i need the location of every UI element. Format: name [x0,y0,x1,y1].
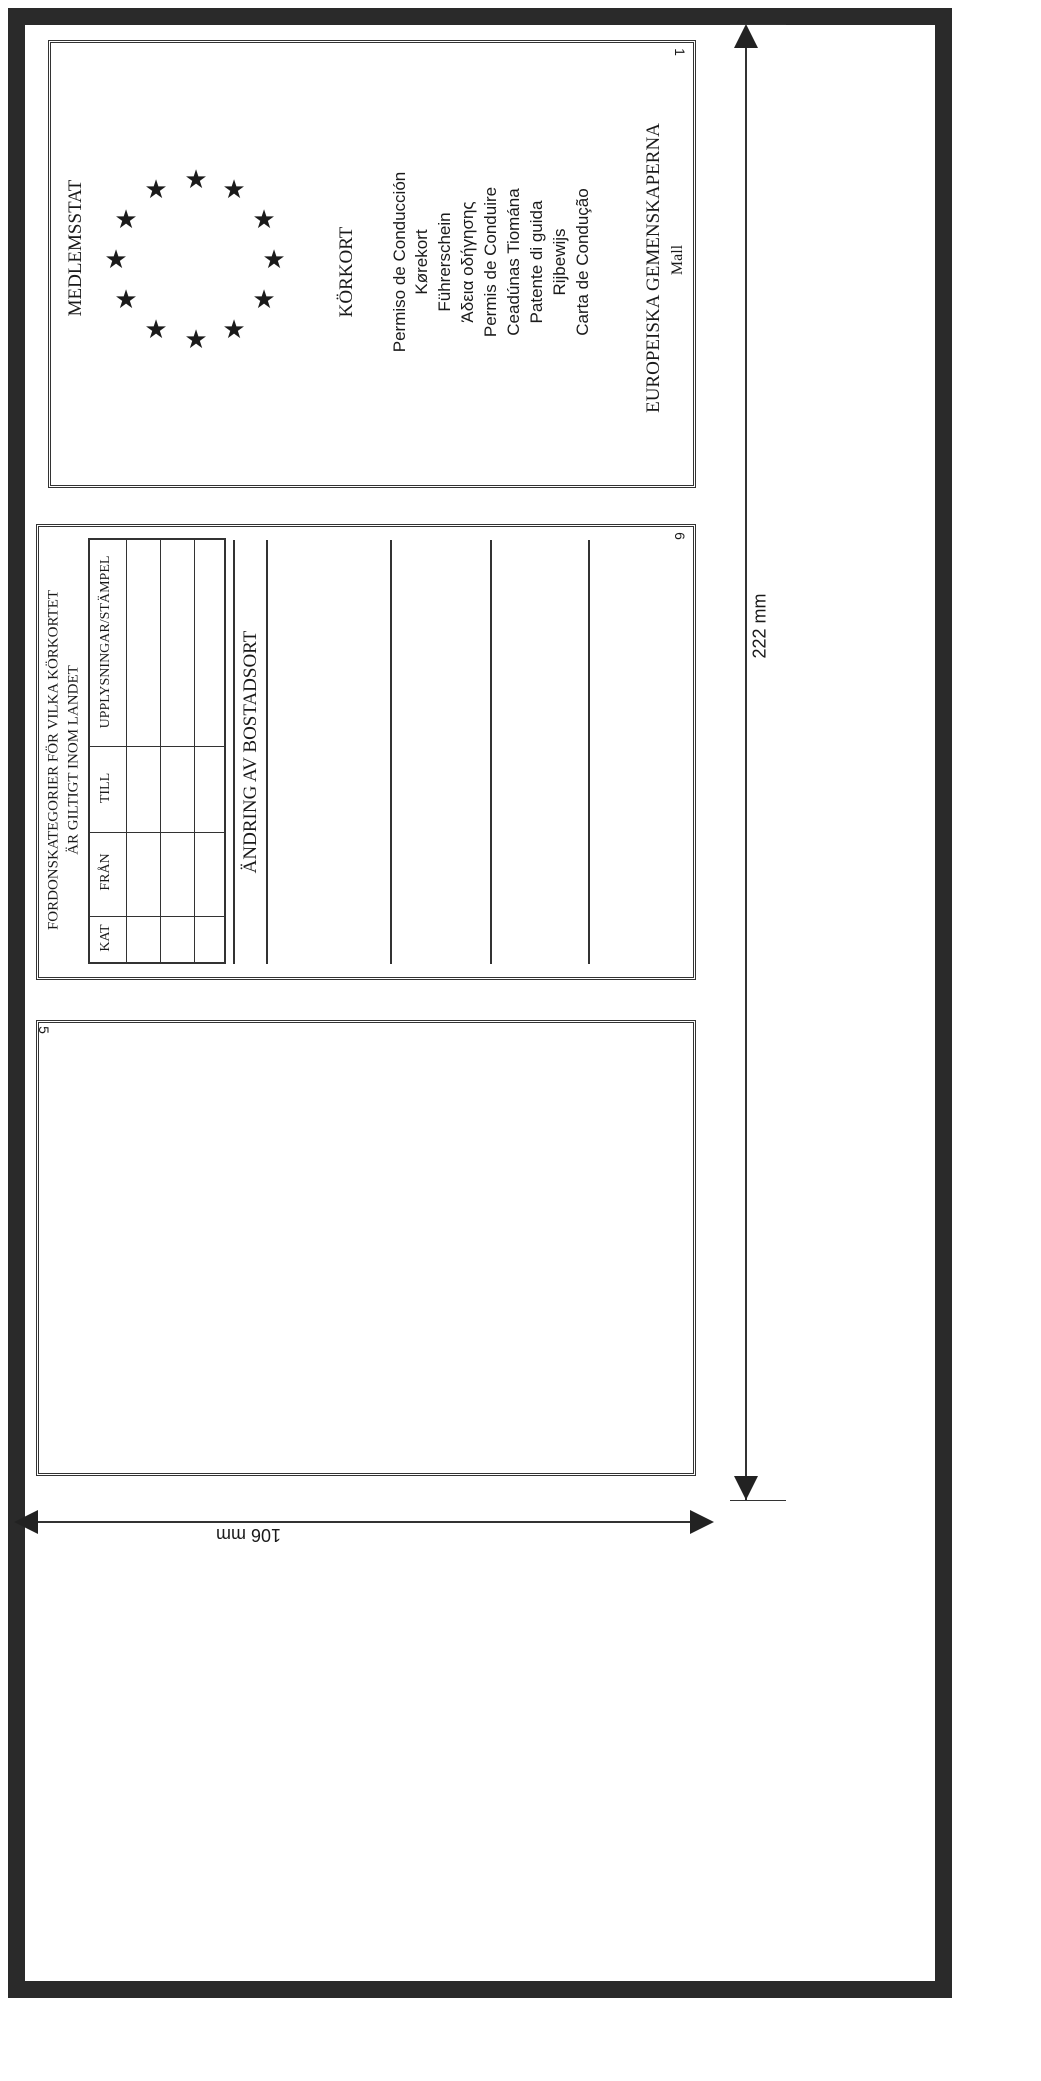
table-divider [194,540,195,962]
star-icon: ★ [222,315,246,344]
translation-3: Führerschein [435,212,454,312]
star-icon: ★ [252,205,276,234]
translation-6: Ceadúnas Tiomána [504,188,523,336]
table-divider [126,540,127,962]
panel-front [48,40,696,488]
translation-1: Permiso de Conducción [390,171,409,353]
star-icon: ★ [114,285,138,314]
table-divider [90,832,224,833]
panel-number-1: 1 [671,48,688,56]
height-dimension-line [22,1521,712,1523]
translation-8: Rijbewijs [550,228,569,296]
translation-4: Άδεια οδήγησης [458,201,477,323]
width-dimension-line [745,40,747,1500]
translation-5: Permis de Conduire [481,186,500,338]
panel-number-6: 6 [671,532,688,540]
template-label: Mall [669,244,686,276]
star-icon: ★ [114,205,138,234]
translation-9: Carta de Condução [573,188,592,336]
extension-line [730,24,786,25]
table-divider [90,916,224,917]
arrow-right-icon [690,1510,714,1534]
star-icon: ★ [184,165,208,194]
translation-7: Patente di guida [527,200,546,324]
star-icon: ★ [222,175,246,204]
height-dimension-label: 106 mm [210,1524,287,1545]
translation-2: Kørekort [412,229,431,295]
section-divider [233,540,235,964]
member-state-label: MEDLEMSSTAT [65,179,86,317]
column-header-till: TILL [98,772,113,804]
column-header-notes: UPPLYSNINGAR/STÄMPEL [98,555,113,729]
change-of-residence-heading: ÄNDRING AV BOSTADSORT [240,630,261,874]
star-icon: ★ [104,245,128,274]
categories-heading-line2: ÄR GILTIGT INOM LANDET [65,665,82,855]
writing-line [588,540,590,964]
star-icon: ★ [144,175,168,204]
categories-heading-line1: FORDONSKATEGORIER FÖR VILKA KÖRKORTET [45,589,62,931]
arrow-left-icon [14,1510,38,1534]
panel-photo [36,1020,696,1476]
license-title: KÖRKORT [336,226,357,318]
star-icon: ★ [252,285,276,314]
column-header-fran: FRÅN [98,853,113,891]
table-divider [90,746,224,747]
star-icon: ★ [184,325,208,354]
star-icon: ★ [144,315,168,344]
arrow-down-icon [734,1476,758,1500]
star-icon: ★ [262,245,286,274]
table-divider [160,540,161,962]
extension-line [730,1500,786,1501]
panel-number-5: 5 [35,1026,52,1034]
writing-line [266,540,268,964]
width-dimension-label: 222 mm [750,587,771,664]
writing-line [490,540,492,964]
column-header-kat: KAT [98,924,113,952]
arrow-up-icon [734,24,758,48]
community-label: EUROPEISKA GEMENSKAPERNA [643,123,664,413]
writing-line [390,540,392,964]
